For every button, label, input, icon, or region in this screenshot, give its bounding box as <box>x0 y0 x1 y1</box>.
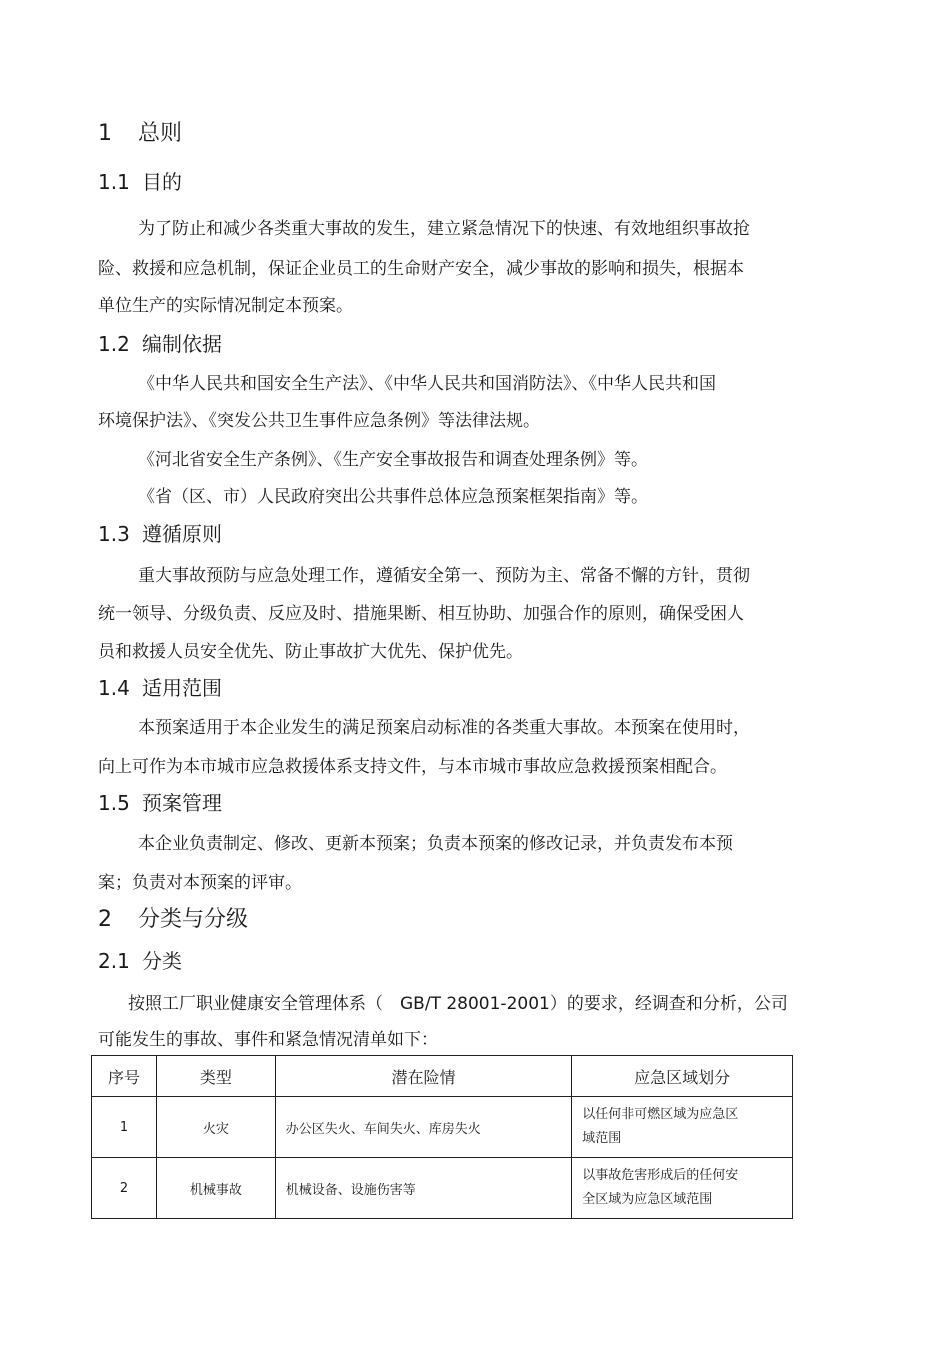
paragraph-line: 重大事故预防与应急处理工作，遵循安全第一、预防为主、常备不懈的方针，贯彻 <box>138 566 750 586</box>
cell-risk: 机械设备、设施伤害等 <box>275 1158 572 1219</box>
cell-area <box>572 1097 793 1158</box>
paragraph-line: 可能发生的事故、事件和紧急情况清单如下： <box>98 1030 438 1050</box>
heading-number: 1.1 <box>98 170 130 194</box>
cell-area <box>572 1158 793 1219</box>
paragraph-line: 《中华人民共和国安全生产法》、《中华人民共和国消防法》、《中华人民共和国 <box>138 374 716 394</box>
paragraph-line: 《省（区、市）人民政府突出公共事件总体应急预案框架指南》等。 <box>138 487 648 507</box>
heading-1-4 <box>98 672 222 701</box>
incident-table <box>91 1055 793 1219</box>
heading-title: 总则 <box>138 121 183 146</box>
heading-2-1 <box>98 945 182 974</box>
heading-title: 分类 <box>142 949 182 973</box>
cell-type: 火灾 <box>156 1097 275 1158</box>
table-header-row <box>92 1056 793 1097</box>
paragraph-line: 按照工厂职业健康安全管理体系（ GB/T 28001-2001）的要求，经调查和分析，公司 <box>128 994 788 1014</box>
heading-title: 目的 <box>142 170 182 194</box>
paragraph-line: 员和救援人员安全优先、防止事故扩大优先、保护优先。 <box>98 642 523 662</box>
heading-1-1 <box>98 166 182 195</box>
heading-title: 遵循原则 <box>142 522 222 546</box>
heading-number: 1.5 <box>98 791 130 815</box>
paragraph-line: 险、救援和应急机制，保证企业员工的生命财产安全，减少事故的影响和损失，根据本 <box>98 259 744 279</box>
paragraph-line: 统一领导、分级负责、反应及时、措施果断、相互协助、加强合作的原则，确保受困人 <box>98 604 744 624</box>
heading-1-2 <box>98 328 222 357</box>
header-no: 序号 <box>92 1056 157 1097</box>
header-risk: 潜在险情 <box>275 1056 572 1097</box>
heading-title: 分类与分级 <box>138 907 249 932</box>
paragraph-line: 向上可作为本市城市应急救援体系支持文件，与本市城市事故应急救援预案相配合。 <box>98 757 727 777</box>
heading-number: 1.2 <box>98 332 130 356</box>
heading-2 <box>98 902 248 933</box>
heading-number: 2.1 <box>98 949 130 973</box>
heading-number: 1.4 <box>98 676 130 700</box>
cell-risk: 办公区失火、车间失火、库房失火 <box>275 1097 572 1158</box>
cell-no: 1 <box>92 1097 157 1158</box>
heading-number: 2 <box>98 907 112 932</box>
paragraph-line: 案；负责对本预案的评审。 <box>98 873 302 893</box>
heading-1-3 <box>98 518 222 547</box>
header-type: 类型 <box>156 1056 275 1097</box>
paragraph-line: 为了防止和减少各类重大事故的发生，建立紧急情况下的快速、有效地组织事故抢 <box>138 219 750 239</box>
header-area: 应急区域划分 <box>572 1056 793 1097</box>
heading-title: 预案管理 <box>142 791 222 815</box>
paragraph-line: 环境保护法》、《突发公共卫生事件应急条例》等法律法规。 <box>98 411 540 431</box>
paragraph-line: 单位生产的实际情况制定本预案。 <box>98 296 353 316</box>
cell-area-line: 全区域为应急区域范围 <box>582 1192 713 1207</box>
paragraph-line: 本企业负责制定、修改、更新本预案；负责本预案的修改记录，并负责发布本预 <box>138 834 733 854</box>
heading-number: 1.3 <box>98 522 130 546</box>
paragraph-line: 《河北省安全生产条例》、《生产安全事故报告和调查处理条例》等。 <box>138 450 648 470</box>
heading-number: 1 <box>98 121 112 146</box>
cell-area-line: 以事故危害形成后的任何安 <box>582 1168 739 1183</box>
cell-area-line: 以任何非可燃区域为应急区 <box>582 1107 739 1122</box>
cell-no: 2 <box>92 1158 157 1219</box>
heading-1-5 <box>98 787 222 816</box>
cell-area-line: 域范围 <box>582 1131 622 1146</box>
paragraph-line: 本预案适用于本企业发生的满足预案启动标准的各类重大事故。本预案在使用时， <box>138 718 750 738</box>
heading-1 <box>98 116 182 147</box>
table-row <box>92 1097 793 1158</box>
heading-title: 编制依据 <box>142 332 222 356</box>
heading-title: 适用范围 <box>142 676 222 700</box>
table-row <box>92 1158 793 1219</box>
cell-type: 机械事故 <box>156 1158 275 1219</box>
